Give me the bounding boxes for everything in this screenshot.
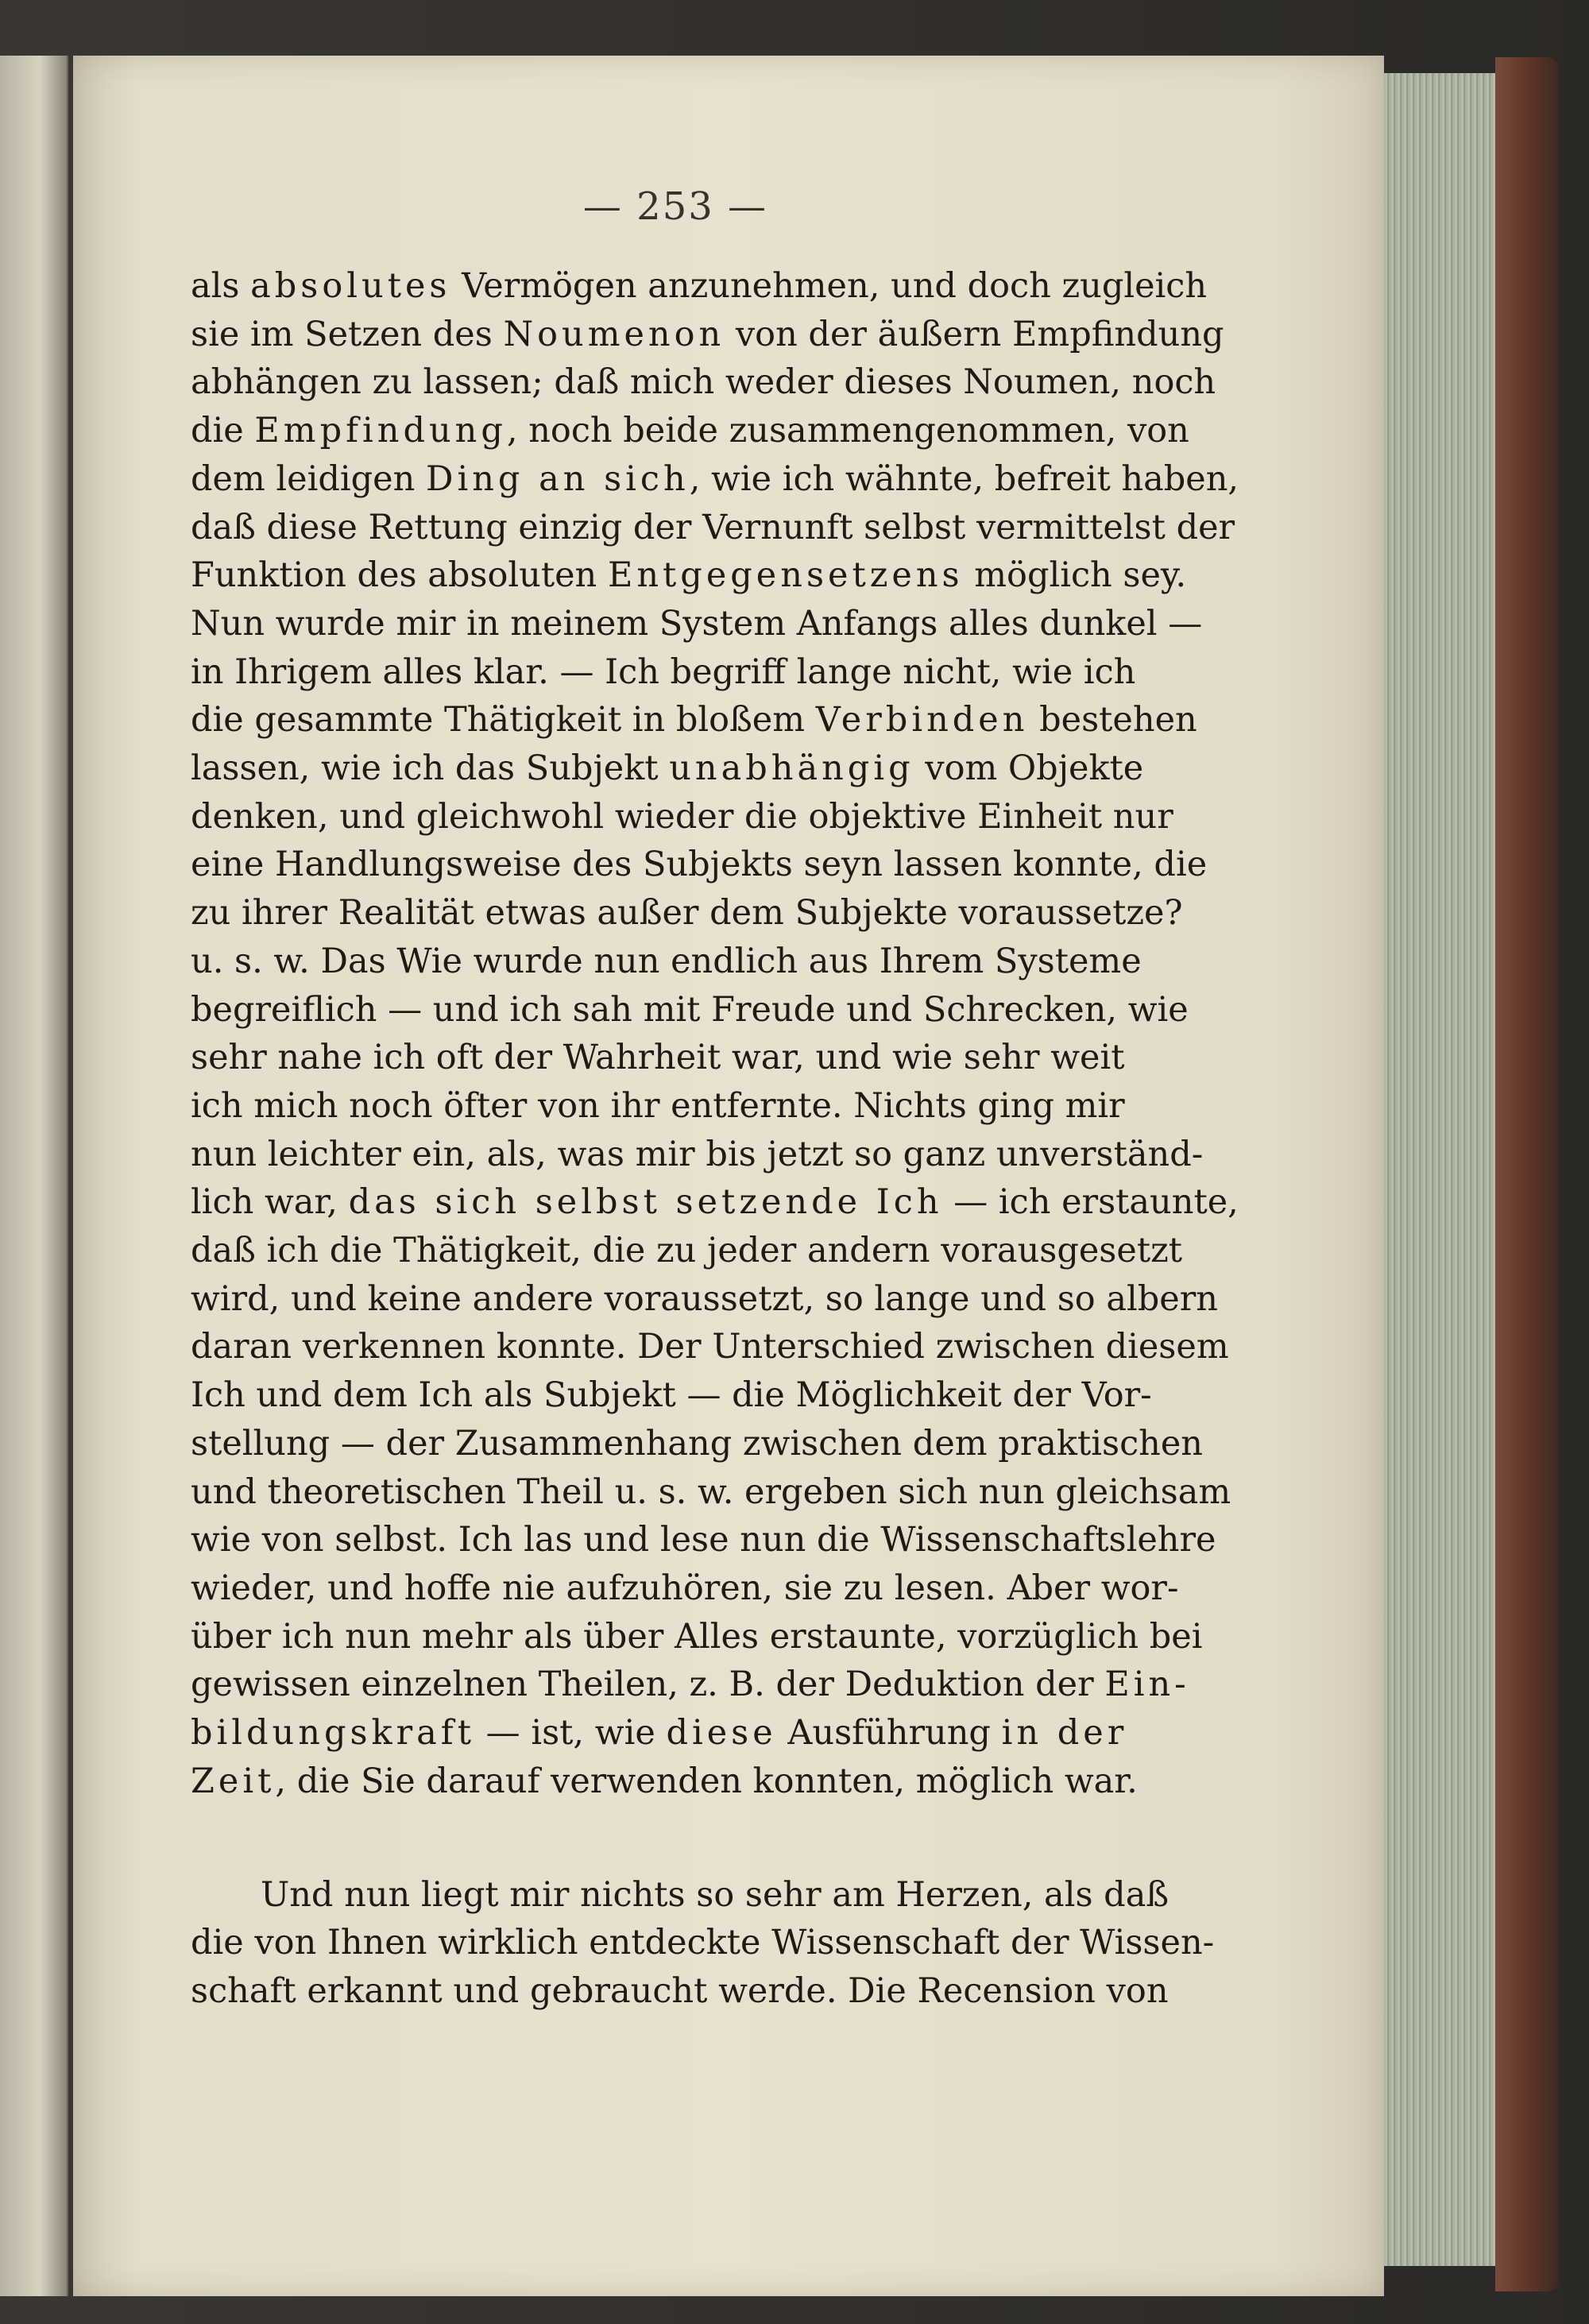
text-line: daran verkennen konnte. Der Unterschied zwischen diesem <box>191 1327 1229 1367</box>
page-number: — 253 — <box>582 184 768 229</box>
text-line: und theoretischen Theil u. s. w. ergeben sich nun gleichsam <box>191 1471 1231 1512</box>
text-line: u. s. w. Das Wie wurde nun endlich aus Ihrem Systeme <box>191 941 1142 981</box>
text-line: lassen, wie ich das Subjekt unabhängig vom Objekte <box>191 748 1144 789</box>
paragraph-break <box>191 1806 1192 1871</box>
text-line: zu ihrer Realität etwas außer dem Subjekte voraussetze? <box>191 893 1183 934</box>
text-line: die Empfindung, noch beide zusammengenommen, von <box>191 411 1189 451</box>
book-cover <box>1495 57 1559 2291</box>
text-line: abhängen zu lassen; daß mich weder dieses Noumen, noch <box>191 362 1216 403</box>
text-line: nun leichter ein, als, was mir bis jetzt so ganz unverständ- <box>191 1134 1204 1174</box>
text-line: wie von selbst. Ich las und lese nun die Wissenschaftslehre <box>191 1520 1216 1560</box>
text-line: gewissen einzelnen Theilen, z. B. der Deduktion der Ein- <box>191 1665 1190 1705</box>
text-line: Funktion des absoluten Entgegensetzens möglich sey. <box>191 555 1187 596</box>
text-line: daß ich die Thätigkeit, die zu jeder andern vorausgesetzt <box>191 1231 1183 1271</box>
text-line: die von Ihnen wirklich entdeckte Wissenschaft der Wissen- <box>191 1923 1215 1963</box>
body-text <box>191 262 1239 2016</box>
text-line: über ich nun mehr als über Alles erstaunte, vorzüglich bei <box>191 1616 1203 1657</box>
text-line: denken, und gleichwohl wieder die objektive Einheit nur <box>191 796 1173 837</box>
text-line: Und nun liegt mir nichts so sehr am Herzen, als daß <box>261 1874 1170 1915</box>
text-line: ich mich noch öfter von ihr entfernte. Nichts ging mir <box>191 1085 1125 1126</box>
text-line: wird, und keine andere voraussetzt, so lange und so albern <box>191 1278 1218 1319</box>
text-line: stellung — der Zusammenhang zwischen dem praktischen <box>191 1423 1204 1464</box>
facing-page-edge <box>0 56 68 2296</box>
text-line: Nun wurde mir in meinem System Anfangs alles dunkel — <box>191 603 1203 644</box>
text-line: eine Handlungsweise des Subjekts seyn lassen konnte, die <box>191 845 1208 885</box>
text-line: als absolutes Vermögen anzunehmen, und doch zugleich <box>191 266 1208 306</box>
page-edges <box>1384 73 1498 2266</box>
text-line: sehr nahe ich oft der Wahrheit war, und wie sehr weit <box>191 1038 1125 1078</box>
text-line: wieder, und hoffe nie aufzuhören, sie zu lesen. Aber wor- <box>191 1568 1179 1608</box>
text-line: daß diese Rettung einzig der Vernunft selbst vermittelst der <box>191 507 1235 547</box>
text-line: Zeit, die Sie darauf verwenden konnten, möglich war. <box>191 1761 1138 1801</box>
text-line: schaft erkannt und gebraucht werde. Die Recension von <box>191 1970 1169 2011</box>
text-line: sie im Setzen des Noumenon von der äußern Empfindung <box>191 314 1224 354</box>
text-line: Ich und dem Ich als Subjekt — die Möglichkeit der Vor- <box>191 1375 1152 1416</box>
text-line: lich war, das sich selbst setzende Ich — ich erstaunte, <box>191 1182 1239 1223</box>
text-line: in Ihrigem alles klar. — Ich begriff lange nicht, wie ich <box>191 652 1136 692</box>
text-line: dem leidigen Ding an sich, wie ich wähnte, befreit haben, <box>191 458 1239 499</box>
text-line: bildungskraft — ist, wie diese Ausführung in der <box>191 1713 1128 1754</box>
text-line: die gesammte Thätigkeit in bloßem Verbinden bestehen <box>191 700 1197 741</box>
text-line: begreiflich — und ich sah mit Freude und Schrecken, wie <box>191 989 1189 1030</box>
